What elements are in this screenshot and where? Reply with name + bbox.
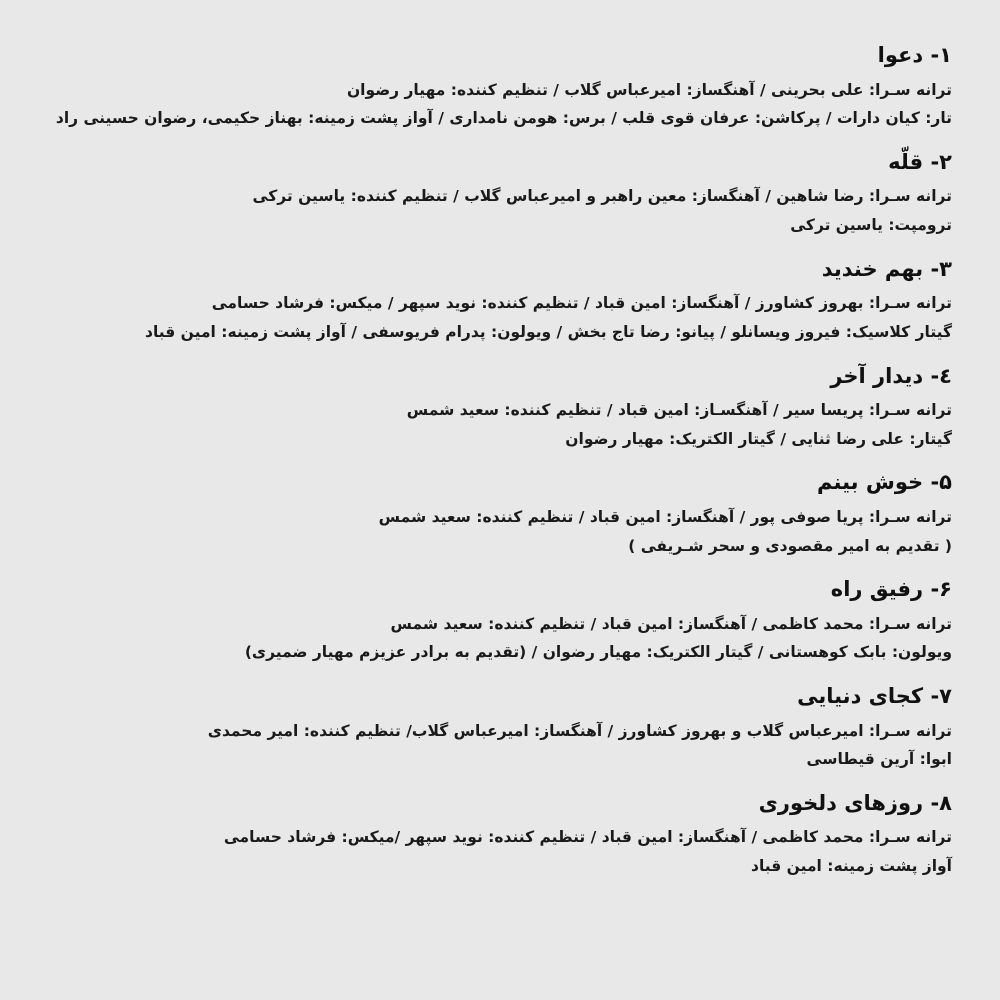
track-credit-line: ویولون: بابک کوهستانی / گیتار الکتریک: مهیار رضوان / (تقدیم به برادر عزیزم مهیار ضمیری) [244,643,952,662]
track-entry [48,254,952,347]
track-credit-line: ترانه سـرا: پریا صوفی پور / آهنگساز: امین قباد / تنظیم کننده: سعید شمس [378,507,952,526]
track-title: ۵- خوش بینم [817,470,952,495]
track-entry [48,681,952,774]
track-credit-line: ترومپت: یاسین ترکی [790,216,952,235]
track-title: ۱- دعوا [877,43,952,67]
track-title: ۶- رفیق راه [830,577,952,602]
track-credit-line: ترانه سـرا: پریسا سیر / آهنگسـاز: امین قباد / تنظیم کننده: سعید شمس [406,401,952,420]
track-dedication-line: ( تقدیم به امیر مقصودی و سحر شـریفی ) [628,536,952,555]
track-credit-line: ترانه سـرا: رضا شاهین / آهنگساز: معین راهبر و امیرعباس گلاب / تنظیم کننده: یاسین ترکی [252,187,952,206]
track-entry [48,467,952,560]
track-credit-line: گیتار: علی رضا ثنایی / گیتار الکتریک: مهیار رضوان [565,429,952,448]
track-credit-line: ترانه سـرا: بهروز کشاورز / آهنگساز: امین قباد / تنظیم کننده: نوید سپهر / میکس: فرشاد حسامی [211,294,952,313]
track-title: ۲- قلّه [888,149,952,174]
track-credit-line: گیتار کلاسیک: فیروز ویسانلو / پیانو: رضا تاج بخش / ویولون: پدرام فریوسفی / آواز پشت زمینه: امین قباد [145,322,952,341]
track-entry [48,40,952,133]
track-title: ٤- دیدار آخر [830,363,952,388]
track-title: ۸- روزهای دلخوری [758,790,952,815]
track-credit-line: ترانه سـرا: محمد کاظمی / آهنگساز: امین قباد / تنظیم کننده: نوید سپهر /میکس: فرشاد حسامی [223,828,952,847]
track-credit-line: ابوا: آرین قیطاسی [806,750,952,769]
track-credit-line: ترانه سـرا: امیرعباس گلاب و بهروز کشاورز / آهنگساز: امیرعباس گلاب/ تنظیم کننده: امیر محمدی [207,721,952,740]
track-credit-line: ترانه سـرا: محمد کاظمی / آهنگساز: امین قباد / تنظیم کننده: سعید شمس [390,614,952,633]
track-title: ۷- کجای دنیایی [797,684,952,709]
track-title: ۳- بهم خندید [821,256,952,281]
track-entry [48,788,952,881]
track-entry [48,147,952,240]
track-credit-line: آواز پشت زمینه: امین قباد [751,857,952,876]
track-entry [48,574,952,667]
track-credit-line: تار: کیان دارات / پرکاشن: عرفان قوی قلب / برس: هومن نامداری / آواز پشت زمینه: بهناز حکیمی، رضوان حسینی راد [55,109,952,128]
track-entry [48,361,952,454]
track-credit-line: ترانه سـرا: علی بحرینی / آهنگساز: امیرعباس گلاب / تنظیم کننده: مهیار رضوان [346,80,952,99]
